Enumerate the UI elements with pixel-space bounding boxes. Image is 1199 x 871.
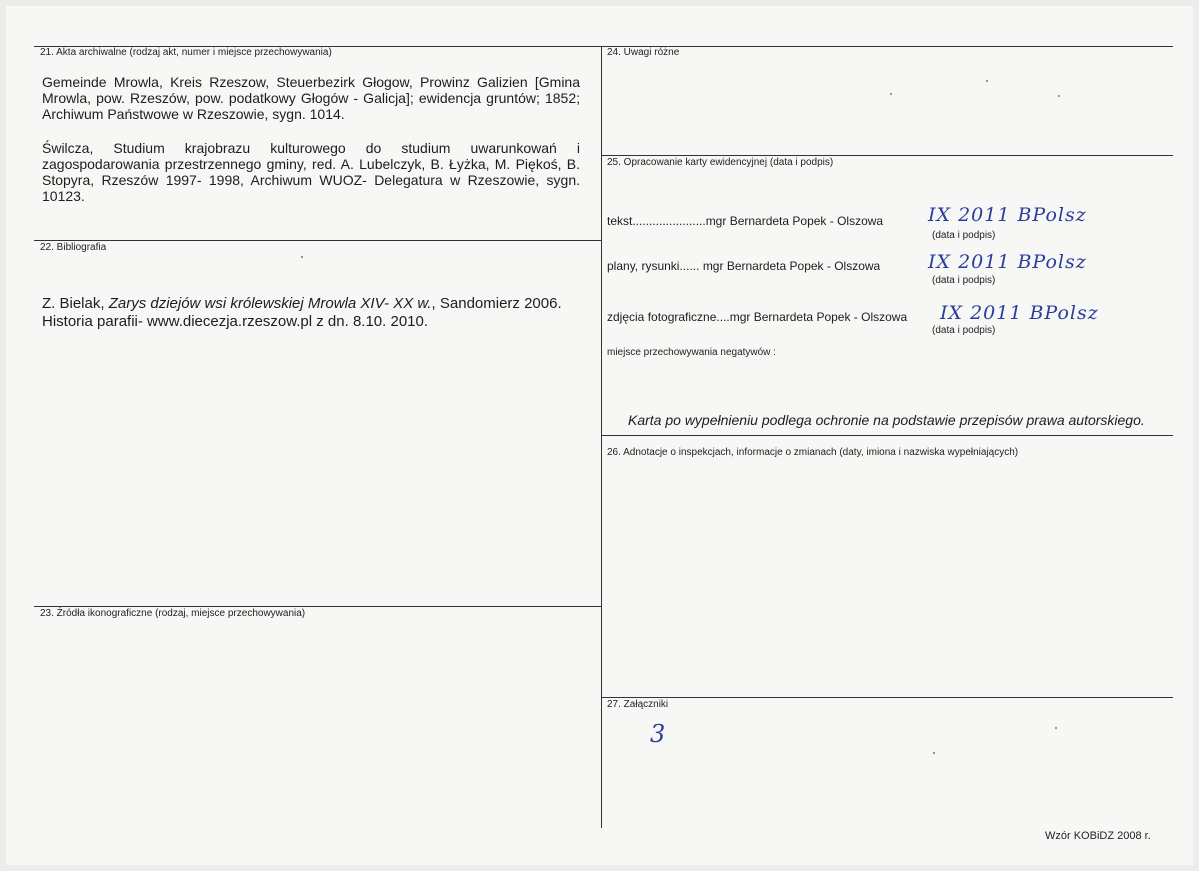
- divider-25: [601, 155, 1173, 156]
- scan-speck: [1058, 95, 1060, 97]
- bibliography-book-title: Zarys dziejów wsi królewskiej Mrowla XIV- XX w.: [108, 295, 432, 312]
- negatives-storage-label: miejsce przechowywania negatywów :: [607, 347, 776, 358]
- section-21-paragraph-2: Świlcza, Studium krajobrazu kulturowego do studium uwarunkowań i zagospodarowania przestrzennego gminy, red. A. Lubelczyk, B. Łyżka, M. Piękoś, B. Stopyra, Rzeszów 1997- 1998, Archiwum WUOZ- Delegatura w Rzeszowie, sygn. 10123.: [42, 140, 580, 204]
- divider-26: [601, 435, 1173, 436]
- divider-22: [34, 240, 601, 241]
- photos-author-row: zdjęcia fotograficzne....mgr Bernardeta Popek - Olszowa: [607, 310, 908, 324]
- copyright-note: Karta po wypełnieniu podlega ochronie na podstawie przepisów prawa autorskiego.: [628, 412, 1145, 428]
- section-25-label: 25. Opracowanie karty ewidencyjnej (data i podpis): [607, 157, 834, 168]
- attachments-count: 3: [650, 720, 667, 748]
- bibliography-entry-2: Historia parafii- www.diecezja.rzeszow.pl z dn. 8.10. 2010.: [42, 313, 429, 330]
- text-author-row: tekst......................mgr Bernardeta Popek - Olszowa: [607, 214, 884, 228]
- scan-speck: [301, 256, 303, 258]
- section-22-label: 22. Bibliografia: [40, 242, 107, 253]
- drawings-date-signature-caption: (data i podpis): [932, 275, 996, 286]
- drawings-author-row: plany, rysunki...... mgr Bernardeta Popek - Olszowa: [607, 259, 881, 273]
- section-27-label: 27. Załączniki: [607, 699, 669, 710]
- section-21-label: 21. Akta archiwalne (rodzaj akt, numer i miejsce przechowywania): [40, 47, 332, 58]
- photos-date-signature-caption: (data i podpis): [932, 325, 996, 336]
- photos-date-signature: IX 2011 BPolsz: [940, 302, 1099, 324]
- form-template-footer: Wzór KOBiDZ 2008 r.: [1045, 830, 1151, 842]
- section-21-paragraph-1: Gemeinde Mrowla, Kreis Rzeszow, Steuerbezirk Głogow, Prowinz Galizien [Gmina Mrowla, pow. Rzeszów, pow. podatkowy Głogów - Galicja]; ewidencja gruntów; 1852; Archiwum Państwowe w Rzeszowie, sygn. 1014.: [42, 74, 580, 122]
- bibliography-author: Z. Bielak,: [42, 295, 109, 312]
- bibliography-entry-1: [42, 295, 562, 313]
- bibliography-publication: , Sandomierz 2006.: [431, 295, 562, 312]
- text-date-signature: IX 2011 BPolsz: [928, 204, 1087, 226]
- section-26-label: 26. Adnotacje o inspekcjach, informacje o zmianach (daty, imiona i nazwiska wypełniających): [607, 447, 1019, 458]
- scan-speck: [933, 752, 935, 754]
- scan-speck: [890, 93, 892, 95]
- center-divider: [601, 46, 602, 828]
- divider-top-right: [601, 46, 1173, 47]
- section-24-label: 24. Uwagi różne: [607, 47, 680, 58]
- scan-speck: [986, 80, 988, 82]
- section-23-label: 23. Źródła ikonograficzne (rodzaj, miejsce przechowywania): [40, 608, 306, 619]
- scan-speck: [1055, 727, 1057, 729]
- divider-27: [601, 697, 1173, 698]
- text-date-signature-caption: (data i podpis): [932, 230, 996, 241]
- drawings-date-signature: IX 2011 BPolsz: [928, 251, 1087, 273]
- divider-23: [34, 606, 601, 607]
